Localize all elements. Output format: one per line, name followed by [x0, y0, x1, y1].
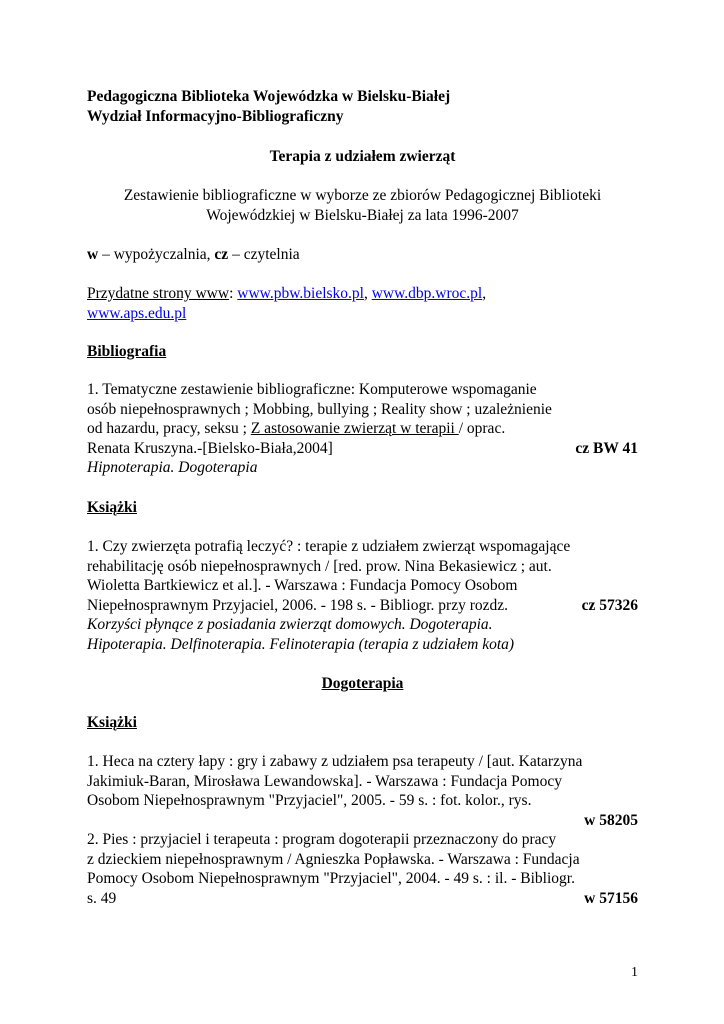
legend-w-abbr: w	[87, 246, 99, 263]
page-subtitle: Zestawienie bibliograficzne w wyborze ze zbiorów Pedagogicznej Biblioteki Wojewódzkiej w Bielsku-Białej za lata 1996-2007	[123, 187, 602, 224]
entry-line: Wioletta Bartkiewicz et al.]. - Warszawa : Fundacja Pomocy Osobom	[87, 577, 518, 594]
entry-line: 1. Tematyczne zestawienie bibliograficzne: Komputerowe wspomaganie	[87, 381, 537, 398]
useful-sites-label: Przydatne strony www	[87, 285, 230, 302]
entry-line: s. 49 w 57156	[87, 889, 638, 907]
useful-sites: Przydatne strony www: www.pbw.bielsko.pl, www.dbp.wroc.pl, www.aps.edu.pl	[87, 285, 487, 322]
dogoterapia-item-1	[87, 752, 638, 830]
keywords: Hipnoterapia. Dogoterapia	[87, 459, 258, 476]
heading-bibliografia: Bibliografia	[87, 343, 167, 360]
entry-line: osób niepełnosprawnych ; Mobbing, bullying ; Reality show ; uzależnienie	[87, 400, 552, 418]
bibliografia-item-1	[87, 380, 638, 478]
heading-ksiazki: Książki	[87, 499, 137, 516]
institution-name: Pedagogiczna Biblioteka Wojewódzka w Bielsku-Białej	[87, 88, 451, 105]
signature: w 57156	[584, 889, 638, 907]
entry-line: Osobom Niepełnosprawnym "Przyjaciel", 2005. - 59 s. : fot. kolor., rys.	[87, 792, 532, 809]
heading-dogoterapia: Dogoterapia	[321, 675, 404, 692]
entry-line: Pomocy Osobom Niepełnosprawnym "Przyjaciel", 2004. - 49 s. : il. - Bibliogr.	[87, 870, 575, 887]
entry-line: 2. Pies : przyjaciel i terapeuta : program dogoterapii przeznaczony do pracy	[87, 831, 557, 848]
legend-cz-abbr: cz	[214, 246, 229, 263]
entry-line	[87, 811, 638, 831]
useful-sites-sep: :	[229, 285, 238, 302]
signature: cz BW 41	[575, 439, 638, 457]
page-number: 1	[631, 965, 638, 980]
keywords: Hipoterapia. Delfinoterapia. Felinoterapia (terapia z udziałem kota)	[87, 635, 515, 653]
legend-w-text: – wypożyczalnia,	[98, 246, 215, 263]
heading-ksiazki-dogoterapia: Książki	[87, 714, 137, 731]
link-dbp[interactable]: www.dbp.wroc.pl	[371, 285, 483, 302]
signature: w 58205	[584, 811, 638, 829]
entry-line: od hazardu, pracy, seksu ; Z astosowanie zwierząt w terapii / oprac.	[87, 420, 506, 437]
ksiazki-item-1	[87, 537, 638, 654]
legend-cz-text: – czytelnia	[228, 246, 300, 263]
link-pbw[interactable]: www.pbw.bielsko.pl	[237, 285, 364, 302]
entry-line: Renata Kruszyna.-[Bielsko-Biała,2004] cz BW 41	[87, 439, 638, 457]
legend	[87, 245, 638, 265]
entry-line: z dzieckiem niepełnosprawnym / Agnieszka Popławska. - Warszawa : Fundacja	[87, 850, 580, 868]
dogoterapia-item-2	[87, 830, 638, 908]
link-zastosowanie[interactable]: Z astosowanie zwierząt w terapii	[250, 420, 459, 437]
entry-line: 1. Heca na cztery łapy : gry i zabawy z udziałem psa terapeuty / [aut. Katarzyna	[87, 753, 583, 770]
signature: cz 57326	[581, 596, 638, 614]
link-aps[interactable]: www.aps.edu.pl	[87, 304, 187, 322]
keywords: Korzyści płynące z posiadania zwierząt domowych. Dogoterapia.	[87, 616, 493, 633]
entry-line: rehabilitację osób niepełnosprawnych / [red. prow. Nina Bekasiewicz ; aut.	[87, 557, 552, 575]
page-title: Terapia z udziałem zwierząt	[269, 148, 456, 165]
entry-line: Niepełnosprawnym Przyjaciel, 2006. - 198 s. - Bibliogr. przy rozdz. cz 57326	[87, 596, 638, 614]
institution-header	[87, 87, 638, 126]
entry-line: 1. Czy zwierzęta potrafią leczyć? : terapie z udziałem zwierząt wspomagające	[87, 538, 571, 555]
department-name: Wydział Informacyjno-Bibliograficzny	[87, 107, 344, 125]
entry-line: Jakimiuk-Baran, Mirosława Lewandowska]. - Warszawa : Fundacja Pomocy	[87, 772, 562, 790]
